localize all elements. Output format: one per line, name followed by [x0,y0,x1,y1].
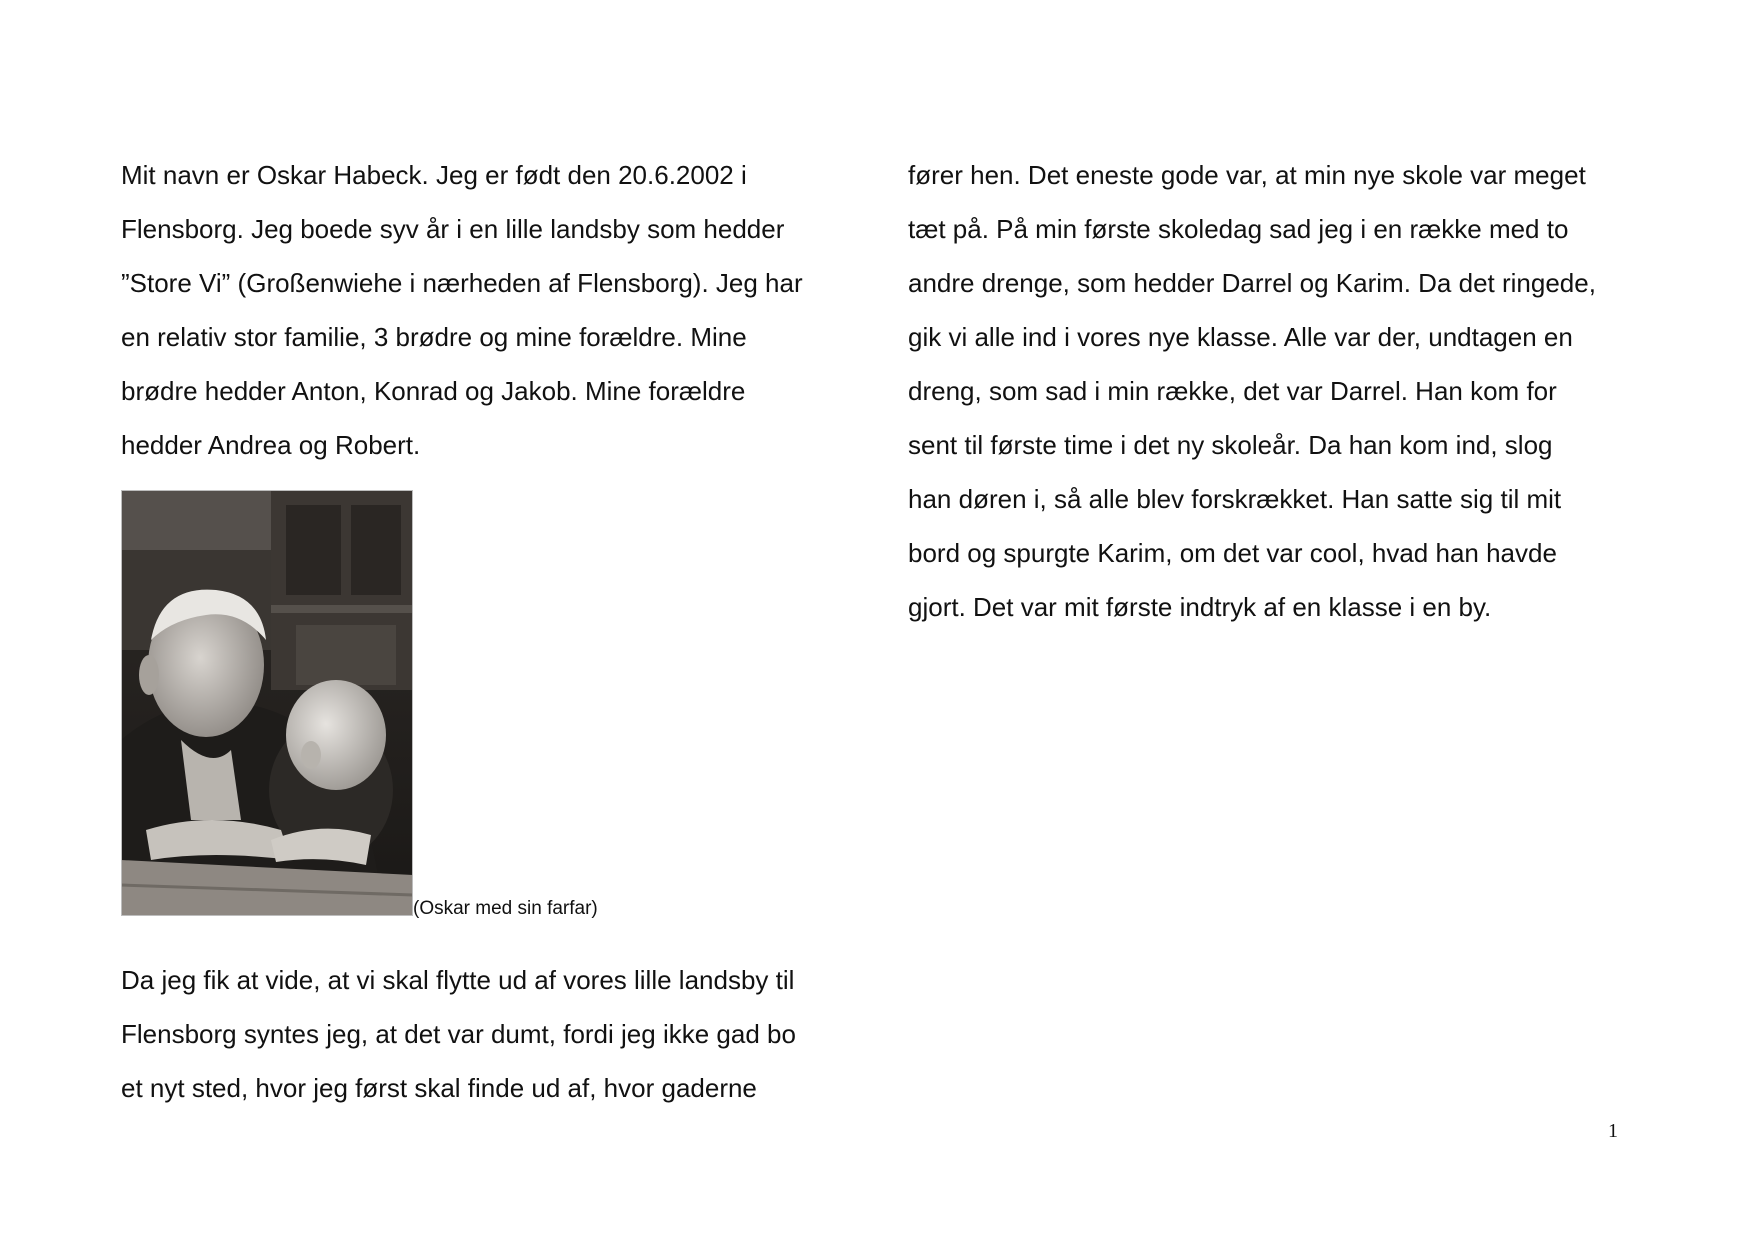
grandfather-baby-photo [121,490,413,916]
text-line: gik vi alle ind i vores nye klasse. Alle var der, undtagen en [908,322,1573,352]
page-number: 1 [1608,1120,1618,1142]
text-line: Mit navn er Oskar Habeck. Jeg er født den 20.6.2002 i [121,160,747,190]
text-line: han døren i, så alle blev forskrækket. Han satte sig til mit [908,484,1562,514]
right-column-paragraph [908,148,1628,634]
text-line: Flensborg. Jeg boede syv år i en lille landsby som hedder [121,214,785,244]
photo-caption: (Oskar med sin farfar) [413,898,598,919]
text-line: bord og spurgte Karim, om det var cool, hvad han havde [908,538,1557,568]
text-line: andre drenge, som hedder Darrel og Karim. Da det ringede, [908,268,1596,298]
left-column-paragraph-2 [121,953,841,1115]
text-line: Da jeg fik at vide, at vi skal flytte ud af vores lille landsby til [121,965,795,995]
text-line: Flensborg syntes jeg, at det var dumt, fordi jeg ikke gad bo [121,1019,796,1049]
text-line: ”Store Vi” (Großenwiehe i nærheden af Flensborg). Jeg har [121,268,803,298]
text-line: brødre hedder Anton, Konrad og Jakob. Mine forældre [121,376,746,406]
text-line: sent til første time i det ny skoleår. Da han kom ind, slog [908,430,1553,460]
text-line: en relativ stor familie, 3 brødre og mine forældre. Mine [121,322,747,352]
left-column-paragraph-1 [121,148,841,472]
photo-figure [121,490,721,920]
text-line: et nyt sted, hvor jeg først skal finde ud af, hvor gaderne [121,1073,757,1103]
text-line: gjort. Det var mit første indtryk af en klasse i en by. [908,592,1492,622]
text-line: dreng, som sad i min række, det var Darrel. Han kom for [908,376,1557,406]
text-line: fører hen. Det eneste gode var, at min nye skole var meget [908,160,1586,190]
text-line: tæt på. På min første skoledag sad jeg i en række med to [908,214,1569,244]
text-line: hedder Andrea og Robert. [121,430,421,460]
